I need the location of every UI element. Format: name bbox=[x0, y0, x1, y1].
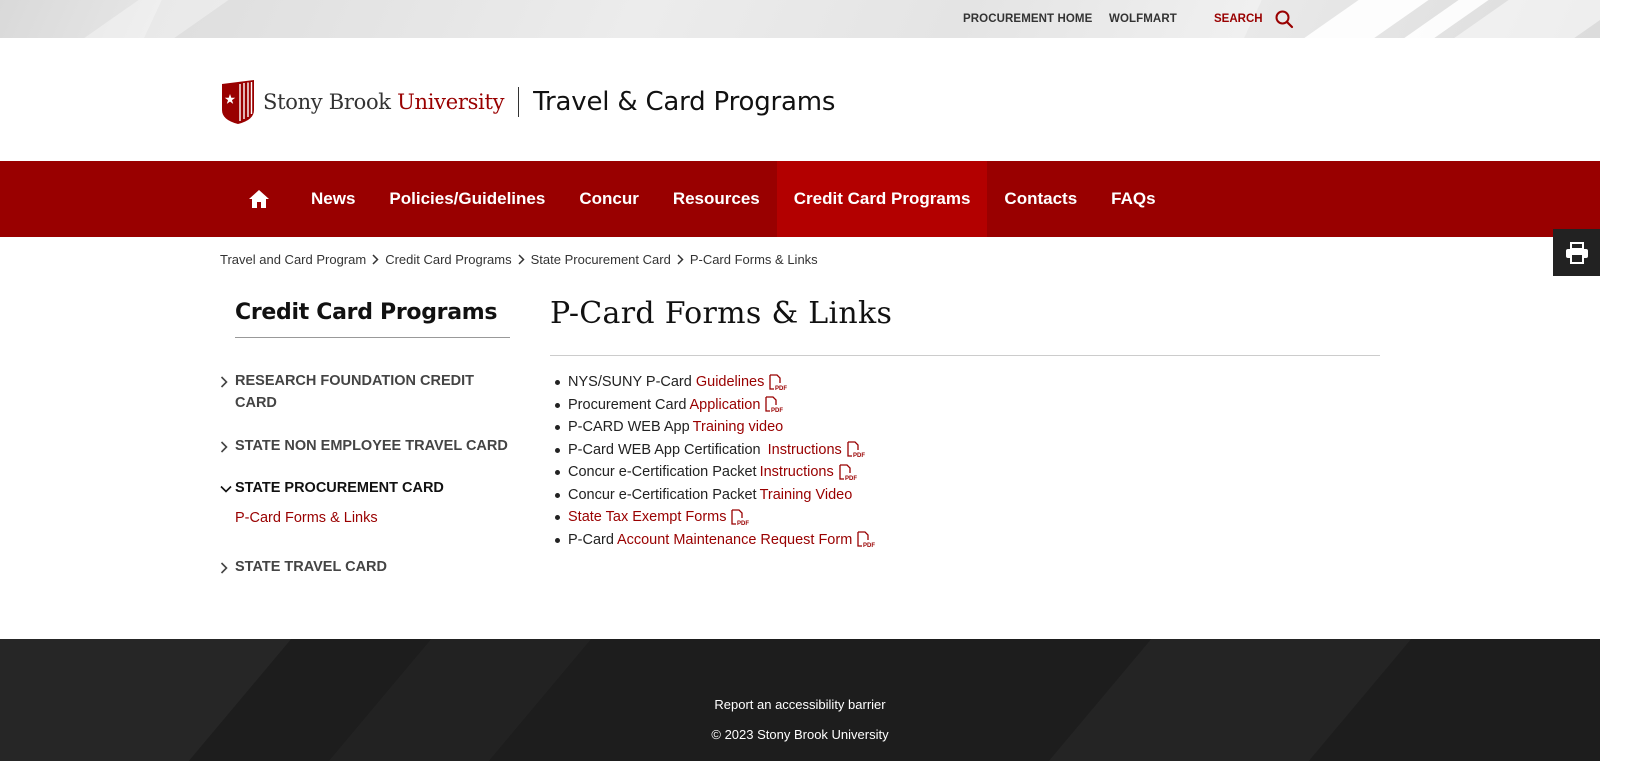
list-item bbox=[568, 529, 1380, 552]
site-logo[interactable] bbox=[220, 80, 835, 124]
sidebar-item-label[interactable]: STATE NON EMPLOYEE TRAVEL CARD bbox=[235, 438, 508, 454]
site-footer bbox=[0, 639, 1600, 761]
svg-text:PDF: PDF bbox=[863, 543, 876, 550]
list-item bbox=[568, 394, 1380, 417]
utility-link-label[interactable]: WOLFMART bbox=[1109, 13, 1177, 25]
svg-text:PDF: PDF bbox=[775, 385, 788, 392]
utility-link-wolfmart[interactable] bbox=[1109, 0, 1177, 38]
chevron-right-icon bbox=[220, 435, 235, 457]
list-item-text: P-Card bbox=[568, 531, 614, 548]
pdf-icon[interactable] bbox=[839, 464, 855, 481]
list-item bbox=[568, 506, 1380, 529]
print-button[interactable] bbox=[1553, 229, 1600, 276]
pdf-icon[interactable] bbox=[769, 374, 788, 392]
search-button[interactable] bbox=[1214, 0, 1293, 38]
main-navigation bbox=[0, 161, 1600, 237]
svg-text:PDF: PDF bbox=[771, 408, 784, 415]
certification-instructions-link[interactable]: Instructions bbox=[767, 441, 842, 458]
chevron-right-icon bbox=[677, 254, 684, 265]
nav-credit-card-programs[interactable]: Credit Card Programs bbox=[777, 161, 988, 237]
breadcrumb bbox=[220, 252, 818, 267]
sidebar-item-state-non-employee-travel-card[interactable] bbox=[220, 435, 520, 457]
breadcrumb-link[interactable]: Credit Card Programs bbox=[385, 252, 512, 267]
nav-resources[interactable]: Resources bbox=[672, 189, 760, 208]
pdf-icon[interactable] bbox=[847, 441, 863, 458]
list-item bbox=[568, 416, 1380, 439]
accessibility-barrier-link[interactable]: Report an accessibility barrier bbox=[714, 697, 886, 712]
training-video-link[interactable]: Training video bbox=[692, 419, 784, 435]
sidebar-subitem-pcard-forms-links[interactable]: P-Card Forms & Links bbox=[235, 510, 378, 526]
main-content bbox=[550, 296, 1380, 551]
pdf-icon[interactable] bbox=[857, 531, 876, 550]
sidebar-item-label[interactable]: RESEARCH FOUNDATION CREDIT CARD bbox=[235, 373, 474, 411]
list-item-text: P-CARD WEB App bbox=[568, 419, 690, 435]
concur-training-video-link[interactable]: Training Video bbox=[759, 486, 853, 503]
breadcrumb-current: P-Card Forms & Links bbox=[689, 252, 818, 267]
university-wordmark bbox=[263, 90, 504, 114]
pdf-icon[interactable] bbox=[765, 396, 784, 415]
svg-text:PDF: PDF bbox=[852, 453, 865, 460]
list-item-text: Procurement Card bbox=[568, 396, 687, 413]
sidebar bbox=[220, 300, 510, 575]
chevron-right-icon bbox=[372, 254, 379, 265]
breadcrumb-link[interactable]: State Procurement Card bbox=[530, 252, 671, 267]
logo-divider bbox=[518, 87, 519, 117]
university-shield-logo bbox=[220, 80, 256, 124]
pdf-icon[interactable] bbox=[731, 509, 750, 527]
print-icon[interactable] bbox=[1565, 242, 1589, 264]
list-item bbox=[568, 461, 1380, 484]
chevron-down-icon bbox=[220, 477, 235, 499]
sidebar-item-label[interactable]: STATE PROCUREMENT CARD bbox=[235, 480, 444, 496]
page-title: P-Card Forms & Links bbox=[550, 296, 1380, 356]
sidebar-item-state-travel-card[interactable] bbox=[220, 556, 387, 578]
search-label[interactable]: SEARCH bbox=[1214, 13, 1263, 25]
wordmark-stony-brook: Stony Brook bbox=[263, 90, 398, 114]
concur-instructions-link[interactable]: Instructions bbox=[759, 464, 834, 480]
home-icon[interactable] bbox=[248, 189, 270, 209]
wordmark-university: University bbox=[397, 90, 505, 114]
nav-news[interactable]: News bbox=[311, 189, 356, 208]
chevron-right-icon bbox=[220, 556, 235, 578]
search-icon[interactable] bbox=[1275, 10, 1293, 28]
list-item-text: Concur e-Certification Packet bbox=[568, 464, 757, 480]
utility-link-procurement-home[interactable] bbox=[963, 0, 1092, 38]
nav-faqs[interactable]: FAQs bbox=[1111, 189, 1156, 208]
site-title[interactable]: Travel & Card Programs bbox=[533, 87, 836, 117]
list-item-text: P-Card WEB App Certification bbox=[568, 441, 765, 458]
sidebar-title[interactable]: Credit Card Programs bbox=[235, 300, 510, 338]
svg-text:PDF: PDF bbox=[737, 520, 750, 527]
chevron-right-icon bbox=[220, 370, 235, 414]
guidelines-link[interactable]: Guidelines bbox=[695, 374, 765, 390]
copyright-text: © 2023 Stony Brook University bbox=[711, 727, 889, 742]
utility-bar bbox=[0, 0, 1600, 38]
list-item bbox=[568, 484, 1380, 507]
account-maintenance-request-form-link[interactable]: Account Maintenance Request Form bbox=[616, 531, 853, 548]
state-tax-exempt-forms-link[interactable]: State Tax Exempt Forms bbox=[568, 509, 727, 525]
chevron-right-icon bbox=[518, 254, 525, 265]
forms-links-list bbox=[568, 371, 1380, 551]
sidebar-item-label[interactable]: STATE TRAVEL CARD bbox=[235, 559, 387, 575]
sidebar-item-state-procurement-card[interactable] bbox=[220, 477, 444, 499]
application-link[interactable]: Application bbox=[689, 396, 761, 413]
nav-home[interactable] bbox=[232, 161, 294, 237]
list-item bbox=[568, 439, 1380, 462]
nav-policies-guidelines[interactable]: Policies/Guidelines bbox=[389, 189, 546, 208]
sidebar-item-research-foundation-credit-card[interactable] bbox=[220, 370, 505, 414]
list-item-text: NYS/SUNY P-Card bbox=[568, 374, 696, 390]
svg-text:PDF: PDF bbox=[844, 475, 857, 482]
list-item-text: Concur e-Certification Packet bbox=[568, 486, 757, 503]
list-item bbox=[568, 371, 1380, 394]
nav-concur[interactable]: Concur bbox=[579, 189, 639, 208]
nav-contacts[interactable]: Contacts bbox=[1004, 189, 1078, 208]
breadcrumb-link[interactable]: Travel and Card Program bbox=[220, 252, 367, 267]
utility-link-label[interactable]: PROCUREMENT HOME bbox=[963, 13, 1093, 25]
